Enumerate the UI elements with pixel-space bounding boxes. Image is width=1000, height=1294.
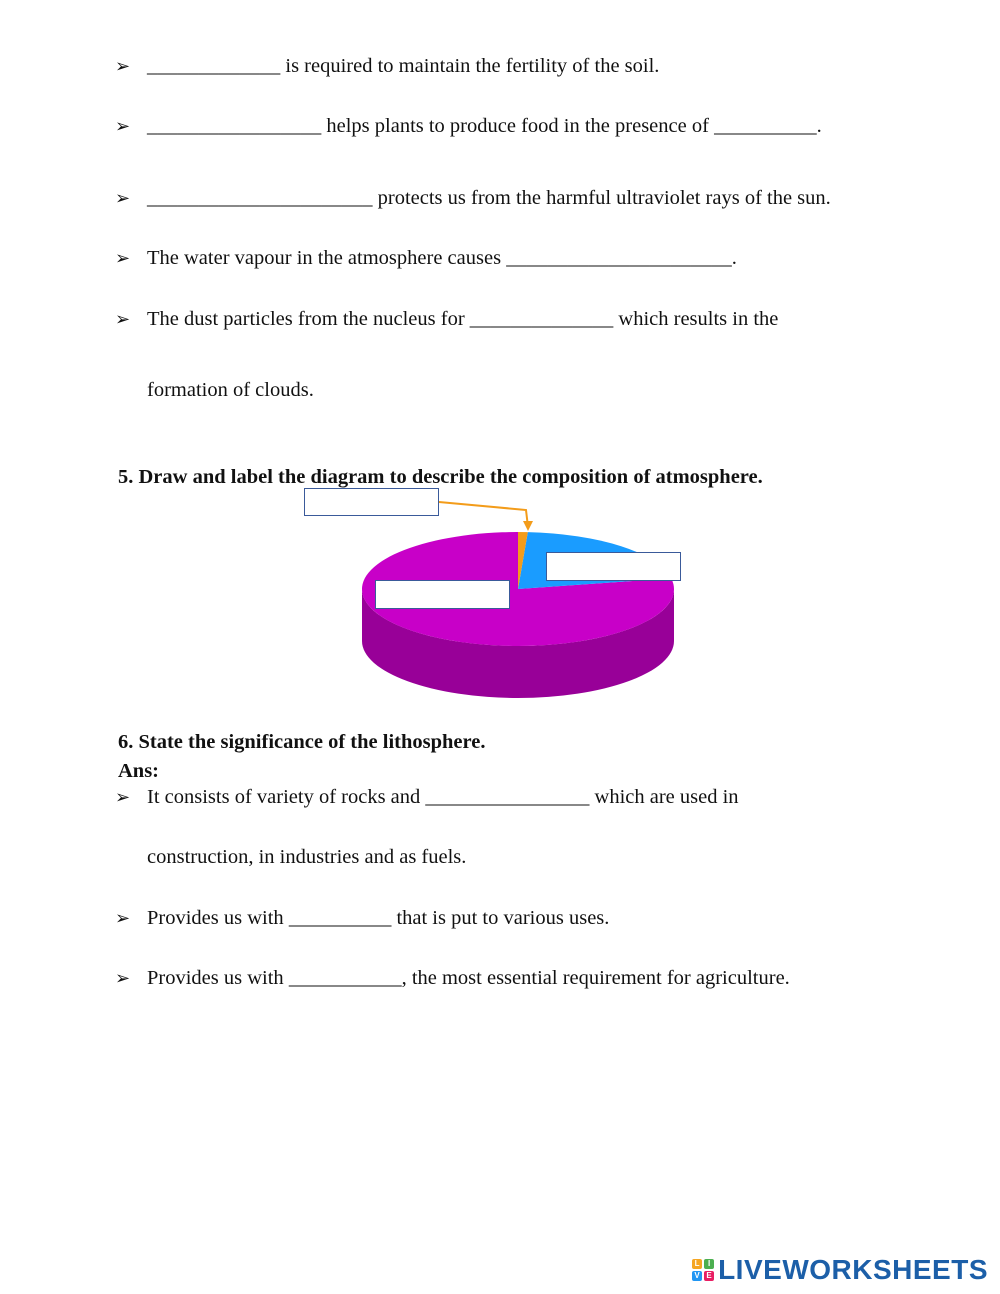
bullet-icon: ➢ <box>115 56 131 76</box>
fill-blank-item <box>147 306 778 332</box>
leader-arrowhead <box>523 521 533 531</box>
blank[interactable]: ______________ <box>469 308 614 330</box>
bullet-icon: ➢ <box>115 309 131 329</box>
item-text: is required to maintain the fertility of the soil. <box>280 55 660 77</box>
blank[interactable]: ________________ <box>425 786 590 808</box>
brand-name: LIVEWORKSHEETS <box>718 1254 988 1285</box>
label-box-other-gases[interactable] <box>304 488 439 516</box>
item-text: , the most essential requirement for agriculture. <box>401 967 790 989</box>
fill-blank-item <box>147 905 609 931</box>
item-text: Provides us with <box>147 967 289 989</box>
item-end: . <box>731 247 737 269</box>
bullet-icon: ➢ <box>115 908 131 928</box>
leader-arrow <box>439 502 528 527</box>
question-6-title: 6. State the significance of the lithosphere. <box>118 731 486 753</box>
blank[interactable]: ______________________ <box>147 187 373 209</box>
fill-blank-item <box>147 965 790 991</box>
label-box-oxygen[interactable] <box>546 552 681 581</box>
item-text: protects us from the harmful ultraviolet rays of the sun. <box>372 187 831 209</box>
item-continuation: construction, in industries and as fuels. <box>147 846 467 868</box>
question-5-title: 5. Draw and label the diagram to describe the composition of atmosphere. <box>118 466 763 488</box>
logo-letter: I <box>704 1259 714 1269</box>
item-text: Provides us with <box>147 907 289 929</box>
bullet-icon: ➢ <box>115 116 131 136</box>
fill-blank-item <box>147 53 659 79</box>
liveworksheets-logo <box>692 1254 988 1286</box>
answer-label: Ans: <box>118 760 160 782</box>
bullet-icon: ➢ <box>115 188 131 208</box>
item-continuation: formation of clouds. <box>147 379 314 401</box>
item-text: The dust particles from the nucleus for <box>147 308 470 330</box>
logo-letter: V <box>692 1271 702 1281</box>
item-text: that is put to various uses. <box>391 907 610 929</box>
brand-logo-icon <box>692 1259 714 1281</box>
blank[interactable]: _____________ <box>147 55 281 77</box>
logo-letter: E <box>704 1271 714 1281</box>
bullet-icon: ➢ <box>115 248 131 268</box>
item-text: It consists of variety of rocks and <box>147 786 426 808</box>
fill-blank-item <box>147 784 739 810</box>
blank[interactable]: ______________________ <box>506 247 732 269</box>
blank[interactable]: __________ <box>714 115 817 137</box>
blank[interactable]: _________________ <box>147 115 322 137</box>
item-end: . <box>816 115 822 137</box>
logo-letter: L <box>692 1259 702 1269</box>
item-text: The water vapour in the atmosphere causes <box>147 247 507 269</box>
item-text: which are used in <box>589 786 739 808</box>
blank[interactable]: ___________ <box>288 967 402 989</box>
item-text: helps plants to produce food in the presence of <box>321 115 715 137</box>
item-text: which results in the <box>613 308 779 330</box>
fill-blank-item <box>147 185 831 211</box>
label-box-nitrogen[interactable] <box>375 580 510 609</box>
fill-blank-item <box>147 245 737 271</box>
bullet-icon: ➢ <box>115 968 131 988</box>
bullet-icon: ➢ <box>115 787 131 807</box>
blank[interactable]: __________ <box>288 907 392 929</box>
fill-blank-item <box>147 113 822 139</box>
